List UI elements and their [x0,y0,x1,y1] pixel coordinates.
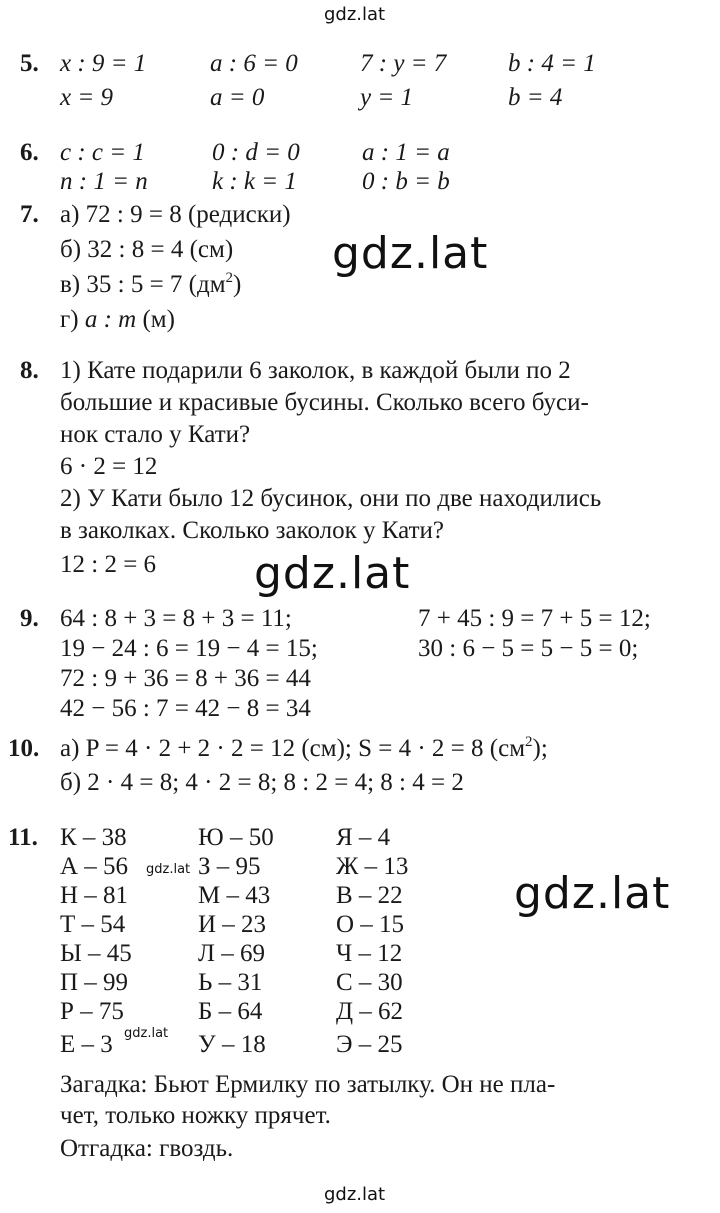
letter-code: Ы – 45 [60,940,132,967]
watermark-tiny-2: gdz.lat [124,1026,169,1041]
equation: a = 0 [210,84,265,111]
text-line: 12 : 2 = 6 [60,551,157,578]
text-line: 2) У Кати было 12 бусинок, они по две находились [60,485,602,512]
letter-code: Ч – 12 [336,940,403,967]
equation: x = 9 [60,84,113,111]
equation: b : 4 = 1 [508,50,596,77]
expression: а) P = 4 · 2 + 2 · 2 = 12 (см); S = 4 · 2 = 8 $(см^2)$; [60,734,548,762]
task-number: 9. [20,605,39,632]
letter-code: С – 30 [336,969,403,996]
letter-code: И – 23 [198,911,267,938]
text-line: в заколках. Сколько заколок у Кати? [60,517,444,544]
expression: 30 : 6 − 5 = 5 − 5 = 0; [418,635,639,662]
watermark-mid-1: gdz.lat [332,228,489,279]
text-line: 1) Кате подарили 6 заколок, в каждой были по 2 [60,357,571,384]
watermark-tiny-1: gdz.lat [146,862,191,877]
equation: k : k = 1 [212,168,297,195]
letter-code: З – 95 [198,853,261,880]
equation: 0 : b = b [362,168,450,195]
task-number: 11. [8,824,38,851]
riddle-line: чет, только ножку прячет. [60,1102,331,1129]
answer-line: в) 35 : 5 = 7 $(дм^2)$ [60,270,242,298]
equation: a : 6 = 0 [210,50,298,77]
equation: n : 1 = n [60,168,148,195]
riddle-answer: Отгадка: гвоздь. [60,1135,234,1162]
equation: a : 1 = a [362,139,450,166]
expression: 42 − 56 : 7 = 42 − 8 = 34 [60,695,311,722]
answer-line: а) 72 : 9 = 8 (редиски) [60,201,291,228]
letter-code: Е – 3 [60,1031,113,1058]
riddle-line: Загадка: Бьют Ермилку по затылку. Он не пла- [60,1071,556,1098]
watermark-top: gdz.lat [324,4,386,25]
task-number: 8. [20,357,39,384]
expression: 7 + 45 : 9 = 7 + 5 = 12; [418,605,651,632]
letter-code: У – 18 [198,1031,266,1058]
equation: b = 4 [508,84,563,111]
letter-code: Б – 64 [198,998,263,1025]
watermark-mid-3: gdz.lat [514,868,671,919]
expression: б) 2 · 4 = 8; 4 · 2 = 8; 8 : 2 = 4; 8 : 4 = 2 [60,769,464,796]
equation: 0 : d = 0 [212,139,300,166]
equation: c : c = 1 [60,139,145,166]
expression: 64 : 8 + 3 = 8 + 3 = 11; [60,605,292,632]
letter-code: Я – 4 [336,824,391,851]
letter-code: М – 43 [198,882,271,909]
watermark-mid-2: gdz.lat [254,548,411,599]
task-number: 7. [20,201,39,228]
letter-code: Ю – 50 [198,824,274,851]
letter-code: Р – 75 [60,998,124,1025]
expression: 72 : 9 + 36 = 8 + 36 = 44 [60,665,311,692]
watermark-bottom: gdz.lat [324,1184,386,1205]
letter-code: Н – 81 [60,882,129,909]
equation: y = 1 [360,84,413,111]
task-number: 6. [20,139,39,166]
task-number: 10. [8,735,40,762]
letter-code: Ж – 13 [336,853,409,880]
letter-code: Т – 54 [60,911,126,938]
text-line: большие и красивые бусины. Сколько всего буси- [60,389,589,416]
letter-code: Д – 62 [336,998,404,1025]
text-line: нок стало у Кати? [60,421,251,448]
letter-code: Э – 25 [336,1031,403,1058]
letter-code: А – 56 [60,853,129,880]
expression: 19 − 24 : 6 = 19 − 4 = 15; [60,635,318,662]
text-line: 6 · 2 = 12 [60,453,158,480]
equation: 7 : y = 7 [360,50,447,77]
letter-code: О – 15 [336,911,405,938]
letter-code: Ь – 31 [198,969,263,996]
answer-line: б) 32 : 8 = 4 (см) [60,236,234,263]
letter-code: К – 38 [60,824,127,851]
letter-code: В – 22 [336,882,403,909]
letter-code: Л – 69 [198,940,265,967]
answer-line: г) a : m (м) [60,306,175,333]
task-number: 5. [20,50,39,77]
letter-code: П – 99 [60,969,129,996]
equation: x : 9 = 1 [60,50,147,77]
